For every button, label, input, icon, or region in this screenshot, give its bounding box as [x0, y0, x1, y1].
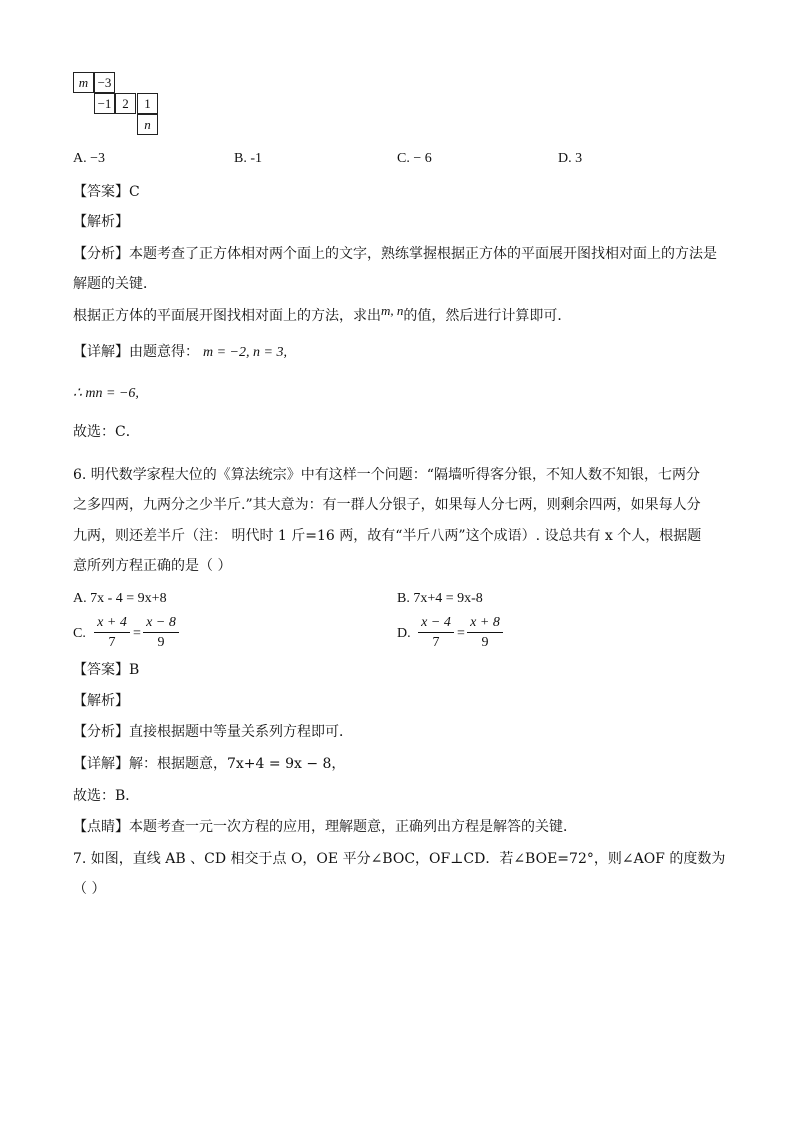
- net-cell-m: m: [73, 72, 94, 93]
- q6-option-c-label: C.: [73, 626, 86, 641]
- q6-d-equals: =: [457, 626, 465, 641]
- q5-jiexi: 【解析】: [73, 214, 129, 230]
- q5-fenxi-text: 本题考查了正方体相对两个面上的文字，熟练掌握根据正方体的平面展开图找相对面上的方法是: [129, 246, 717, 262]
- q6-option-d-frac1: [418, 614, 454, 651]
- q5-method-a: 根据正方体的平面展开图找相对面上的方法，求出: [73, 308, 381, 324]
- q5-option-c: C. − 6: [397, 151, 432, 166]
- q6-jiexi: 【解析】: [73, 693, 129, 709]
- q5-xiangjie-tag: 【详解】: [73, 344, 129, 360]
- q6-option-d-label: D.: [397, 626, 411, 641]
- q6-option-c-frac2: [143, 614, 179, 651]
- q6-c-den2: 9: [157, 635, 165, 650]
- q6-d-den2: 9: [481, 635, 489, 650]
- q6-c-equals: =: [133, 626, 141, 641]
- q5-option-a: A. −3: [73, 151, 106, 166]
- q7-stem-line1: 7. 如图，直线 AB 、CD 相交于点 O，OE 平分∠BOC，OF⊥CD．若∠BOE=72°，则∠AOF 的度数为: [73, 851, 726, 867]
- net-cell-1: 1: [137, 93, 158, 114]
- q5-method-b: 的值，然后进行计算即可．: [403, 308, 572, 324]
- net-cell-2: 2: [115, 93, 136, 114]
- q6-fenxi-text: 直接根据题中等量关系列方程即可．: [129, 724, 353, 740]
- q6-choose: 故选：B．: [73, 788, 140, 804]
- q6-stem-line4: 意所列方程正确的是（ ）: [73, 558, 232, 574]
- q6-stem-line3: 九两，则还差半斤（注： 明代时 1 斤=16 两，故有“半斤八两”这个成语）. 设总共有 x 个人，根据题: [73, 528, 702, 544]
- q5-method-line: [73, 303, 572, 325]
- q5-xiangjie-eq: m = −2, n = 3,: [203, 345, 287, 360]
- q6-option-d-frac2: [467, 614, 503, 651]
- q5-option-d: D. 3: [558, 151, 583, 166]
- q6-c-num2: x − 8: [146, 615, 176, 630]
- q6-option-a: A. 7x - 4 = 9x+8: [73, 591, 167, 606]
- q6-d-num2: x + 8: [470, 615, 500, 630]
- q6-dianjing-text: 本题考查一元一次方程的应用，理解题意，正确列出方程是解答的关键．: [129, 819, 577, 835]
- q5-answer: 【答案】C: [73, 184, 140, 200]
- q6-answer: 【答案】B: [73, 662, 140, 678]
- q5-therefore: ∴ mn = −6,: [73, 386, 139, 401]
- q6-c-num1: x + 4: [97, 615, 127, 630]
- q5-fenxi-line1: [73, 245, 717, 263]
- q6-xiangjie-tag: 【详解】: [73, 756, 129, 772]
- q5-method-vars: m, n: [381, 303, 404, 318]
- net-cell-neg3: −3: [94, 72, 115, 93]
- q5-fenxi-line2: 解题的关键．: [73, 276, 157, 292]
- q6-d-num1: x − 4: [421, 615, 451, 630]
- q6-stem-line1: 6. 明代数学家程大位的《算法统宗》中有这样一个问题：“隔墙听得客分银，不知人数不知银，七两分: [73, 467, 700, 483]
- q6-stem-line2: 之多四两，九两分之少半斤.”其大意为：有一群人分银子，如果每人分七两，则剩余四两，如果每人分: [73, 497, 701, 513]
- q6-fenxi-tag: 【分析】: [73, 724, 129, 740]
- q6-option-b: B. 7x+4 = 9x-8: [397, 591, 483, 606]
- q6-xiangjie-text: 解：根据题意，7x+4 = 9x − 8，: [129, 756, 346, 772]
- q5-choose: 故选：C．: [73, 424, 140, 440]
- q6-dianjing-line: [73, 818, 577, 836]
- q7-stem-line2: （ ）: [73, 881, 106, 897]
- q6-c-den1: 7: [108, 635, 116, 650]
- q5-option-b: B. -1: [234, 151, 262, 166]
- q6-option-c-frac1: [94, 614, 130, 651]
- q6-fenxi-line: [73, 723, 353, 741]
- q5-xiangjie-line: [73, 343, 287, 362]
- net-cell-neg1: −1: [94, 93, 115, 114]
- net-cell-n: n: [137, 114, 158, 135]
- q5-xiangjie-text: 由题意得：: [129, 344, 199, 360]
- q6-dianjing-tag: 【点睛】: [73, 819, 129, 835]
- q5-fenxi-tag: 【分析】: [73, 246, 129, 262]
- q6-xiangjie-line: [73, 755, 345, 773]
- q6-d-den1: 7: [432, 635, 440, 650]
